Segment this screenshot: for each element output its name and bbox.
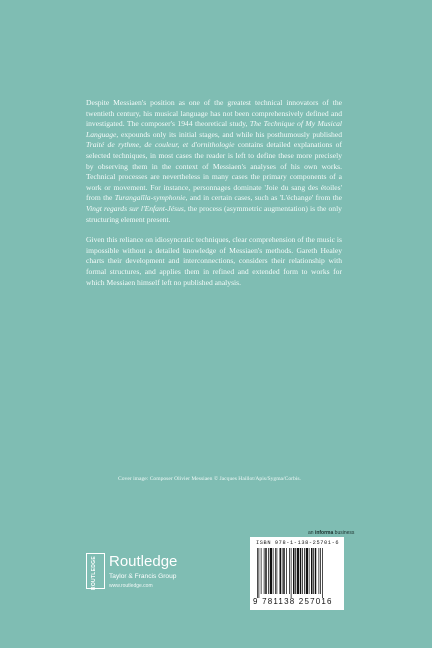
routledge-mark-icon xyxy=(86,553,105,589)
publisher-name: Routledge xyxy=(109,553,178,570)
publisher-group: Taylor & Francis Group xyxy=(109,573,177,580)
barcode-bar xyxy=(297,548,299,594)
isbn-number: ISBN 978-1-138-25701-6 xyxy=(256,540,340,546)
work-title-turangalila: Turangalîla-symphonie xyxy=(114,193,186,203)
publisher-logo xyxy=(86,553,196,593)
blurb-paragraph-1 xyxy=(86,98,342,225)
blurb-text: , and in certain cases, such as 'L'échange' from the xyxy=(185,193,342,203)
barcode-bar xyxy=(257,548,258,598)
barcode-bar xyxy=(304,548,305,594)
barcode-bar xyxy=(319,548,320,594)
barcode-bar xyxy=(320,548,321,594)
informa-business-tag: an informa business xyxy=(308,530,355,536)
barcode-bar xyxy=(313,548,314,594)
barcode-bar xyxy=(268,548,269,594)
barcode-bar xyxy=(295,548,296,594)
barcode-bar xyxy=(300,548,302,594)
barcode-bar xyxy=(306,548,308,594)
isbn-barcode xyxy=(250,537,344,610)
barcode-bar xyxy=(282,548,283,594)
barcode-bar xyxy=(259,548,260,598)
logo-mark-text: ROUTLEDGE xyxy=(91,556,97,591)
ean-number: 9 781138 257016 xyxy=(253,597,333,606)
barcode-bar xyxy=(264,548,265,594)
barcode-bar xyxy=(265,548,267,594)
barcode-bar xyxy=(283,548,285,594)
back-cover-blurb xyxy=(86,98,342,298)
barcode-bar xyxy=(286,548,287,594)
barcode-bar xyxy=(280,548,282,594)
book-title-technique: The Technique of My Musical Language xyxy=(86,119,342,139)
barcode-bar xyxy=(289,548,290,594)
blurb-text: Despite Messiaen's position as one of the greatest technical innovators of the twentieth century, his musical language has not been comprehensively defined and investigated. The composer's 1944 theoretical study, xyxy=(86,98,342,129)
barcode-bar xyxy=(277,548,278,594)
barcode-bar xyxy=(273,548,274,594)
barcode-bar xyxy=(311,548,313,594)
work-title-vingt-regards: Vingt regards sur l'Enfant-Jésus xyxy=(86,203,184,213)
barcode-bar xyxy=(261,548,262,594)
barcode-bar xyxy=(275,548,276,594)
book-title-traite: Traité de rythme, de couleur, et d'ornithologie xyxy=(86,140,235,150)
cover-image-credit: Cover image: Composer Olivier Messiaen © Jacques Haillot/Apis/Sygma/Corbis. xyxy=(118,476,301,482)
barcode-bar xyxy=(309,548,310,594)
blurb-paragraph-2: Given this reliance on idiosyncratic techniques, clear comprehension of the music is impossible without a detailed knowledge of Messiaen's methods. Gareth Healey charts their development and interconnections, considers their relationship with formal structures, and applies them in refined and extended form to works for which Messiaen himself left no published analysis. xyxy=(86,235,342,287)
barcode-bar xyxy=(291,548,292,598)
blurb-text: contains detailed explanations of selected techniques, in most cases the reader is left to define these more precisely by observing them in the context of Messiaen's analyses of his own works. Technical processes are nevertheless in many cases the primary components of a work or movement. For instance, personnages dominate 'Joie du sang des étoiles' from the xyxy=(86,140,342,203)
barcode-bar xyxy=(315,548,317,594)
barcode-bar xyxy=(293,548,295,594)
barcode-bars-icon xyxy=(254,548,340,600)
publisher-url: www.routledge.com xyxy=(109,583,153,589)
barcode-bar xyxy=(322,548,323,598)
barcode-bar xyxy=(302,548,303,594)
blurb-text: , expounds only its initial stages, and while his posthumously published xyxy=(116,129,342,139)
barcode-bar xyxy=(270,548,272,594)
blurb-text: , the process (asymmetric augmentation) is the only structuring element present. xyxy=(86,203,342,224)
